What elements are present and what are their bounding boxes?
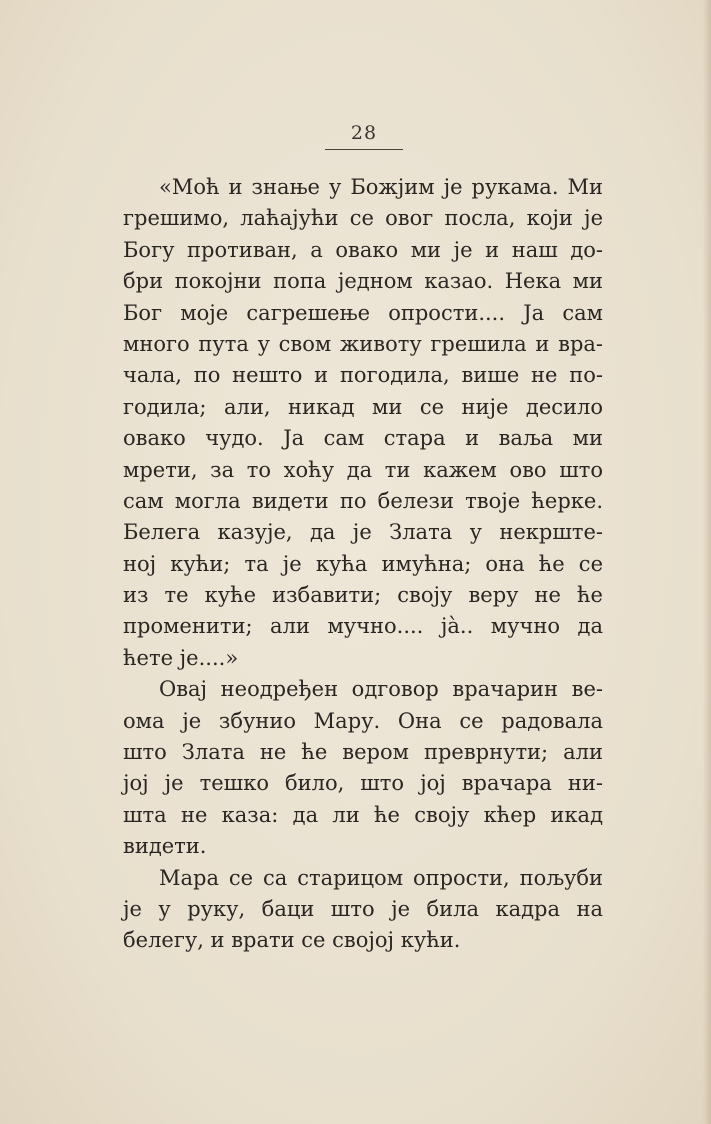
paragraph-3 xyxy=(123,863,603,957)
page-number: 28 xyxy=(350,122,378,144)
text-line: Богу противан, а овако ми је и наш до- xyxy=(123,237,603,262)
text-line: шта не каза: да ли ће своју кћер икад xyxy=(123,802,603,827)
text-line: мрети, за то хоћу да ти кажем ово што xyxy=(123,457,603,482)
text-line: из те куће избавити; своју веру не ће xyxy=(123,583,603,608)
text-line: много пута у свом животу грешила и вра- xyxy=(123,331,603,356)
text-line: Овај неодређен одговор врачарин ве- xyxy=(159,677,603,702)
body-text xyxy=(123,172,603,957)
text-line: Белега казује, да је Злата у некрште- xyxy=(123,520,603,545)
page-edge-shadow xyxy=(703,0,711,1124)
text-line: грешимо, лаћајући се овог посла, који је xyxy=(123,206,603,231)
text-line: што Злата не ће вером преврнути; али xyxy=(123,740,603,765)
text-line: променити; али мучно.... jà.. мучно да xyxy=(123,614,603,639)
text-line: ној кући; та је кућа имућна; она ће се xyxy=(123,551,603,576)
text-line: овако чудо. Ја сам стара и ваља ми xyxy=(123,426,603,451)
page-number-rule xyxy=(325,149,403,150)
text-line: «Моћ и знање у Божјим је рукама. Ми xyxy=(159,175,603,199)
text-line: ћете је....» xyxy=(123,645,239,670)
text-line: годила; али, никад ми се није десило xyxy=(123,394,603,419)
text-line: белегу, и врати се својој кући. xyxy=(123,928,461,953)
text-line: ома је збунио Мару. Она се радовала xyxy=(123,708,603,733)
text-line: сам могла видети по белези твоје ћерке. xyxy=(123,488,603,513)
paragraph-2 xyxy=(123,674,603,862)
text-line: Мара се са старицом опрости, пољуби xyxy=(159,865,603,890)
text-line: бри покојни попа једном казао. Нека ми xyxy=(123,269,603,294)
text-line: чала, по нешто и погодила, више не по- xyxy=(123,363,603,388)
text-line: је у руку, баци што је била кадра на xyxy=(123,896,603,921)
text-line: јој је тешко било, што јој врачара ни- xyxy=(123,771,603,796)
text-line: Бог моје сагрешење опрости.... Ја сам xyxy=(123,300,603,325)
paragraph-1 xyxy=(123,172,603,674)
text-line: видети. xyxy=(123,834,207,859)
